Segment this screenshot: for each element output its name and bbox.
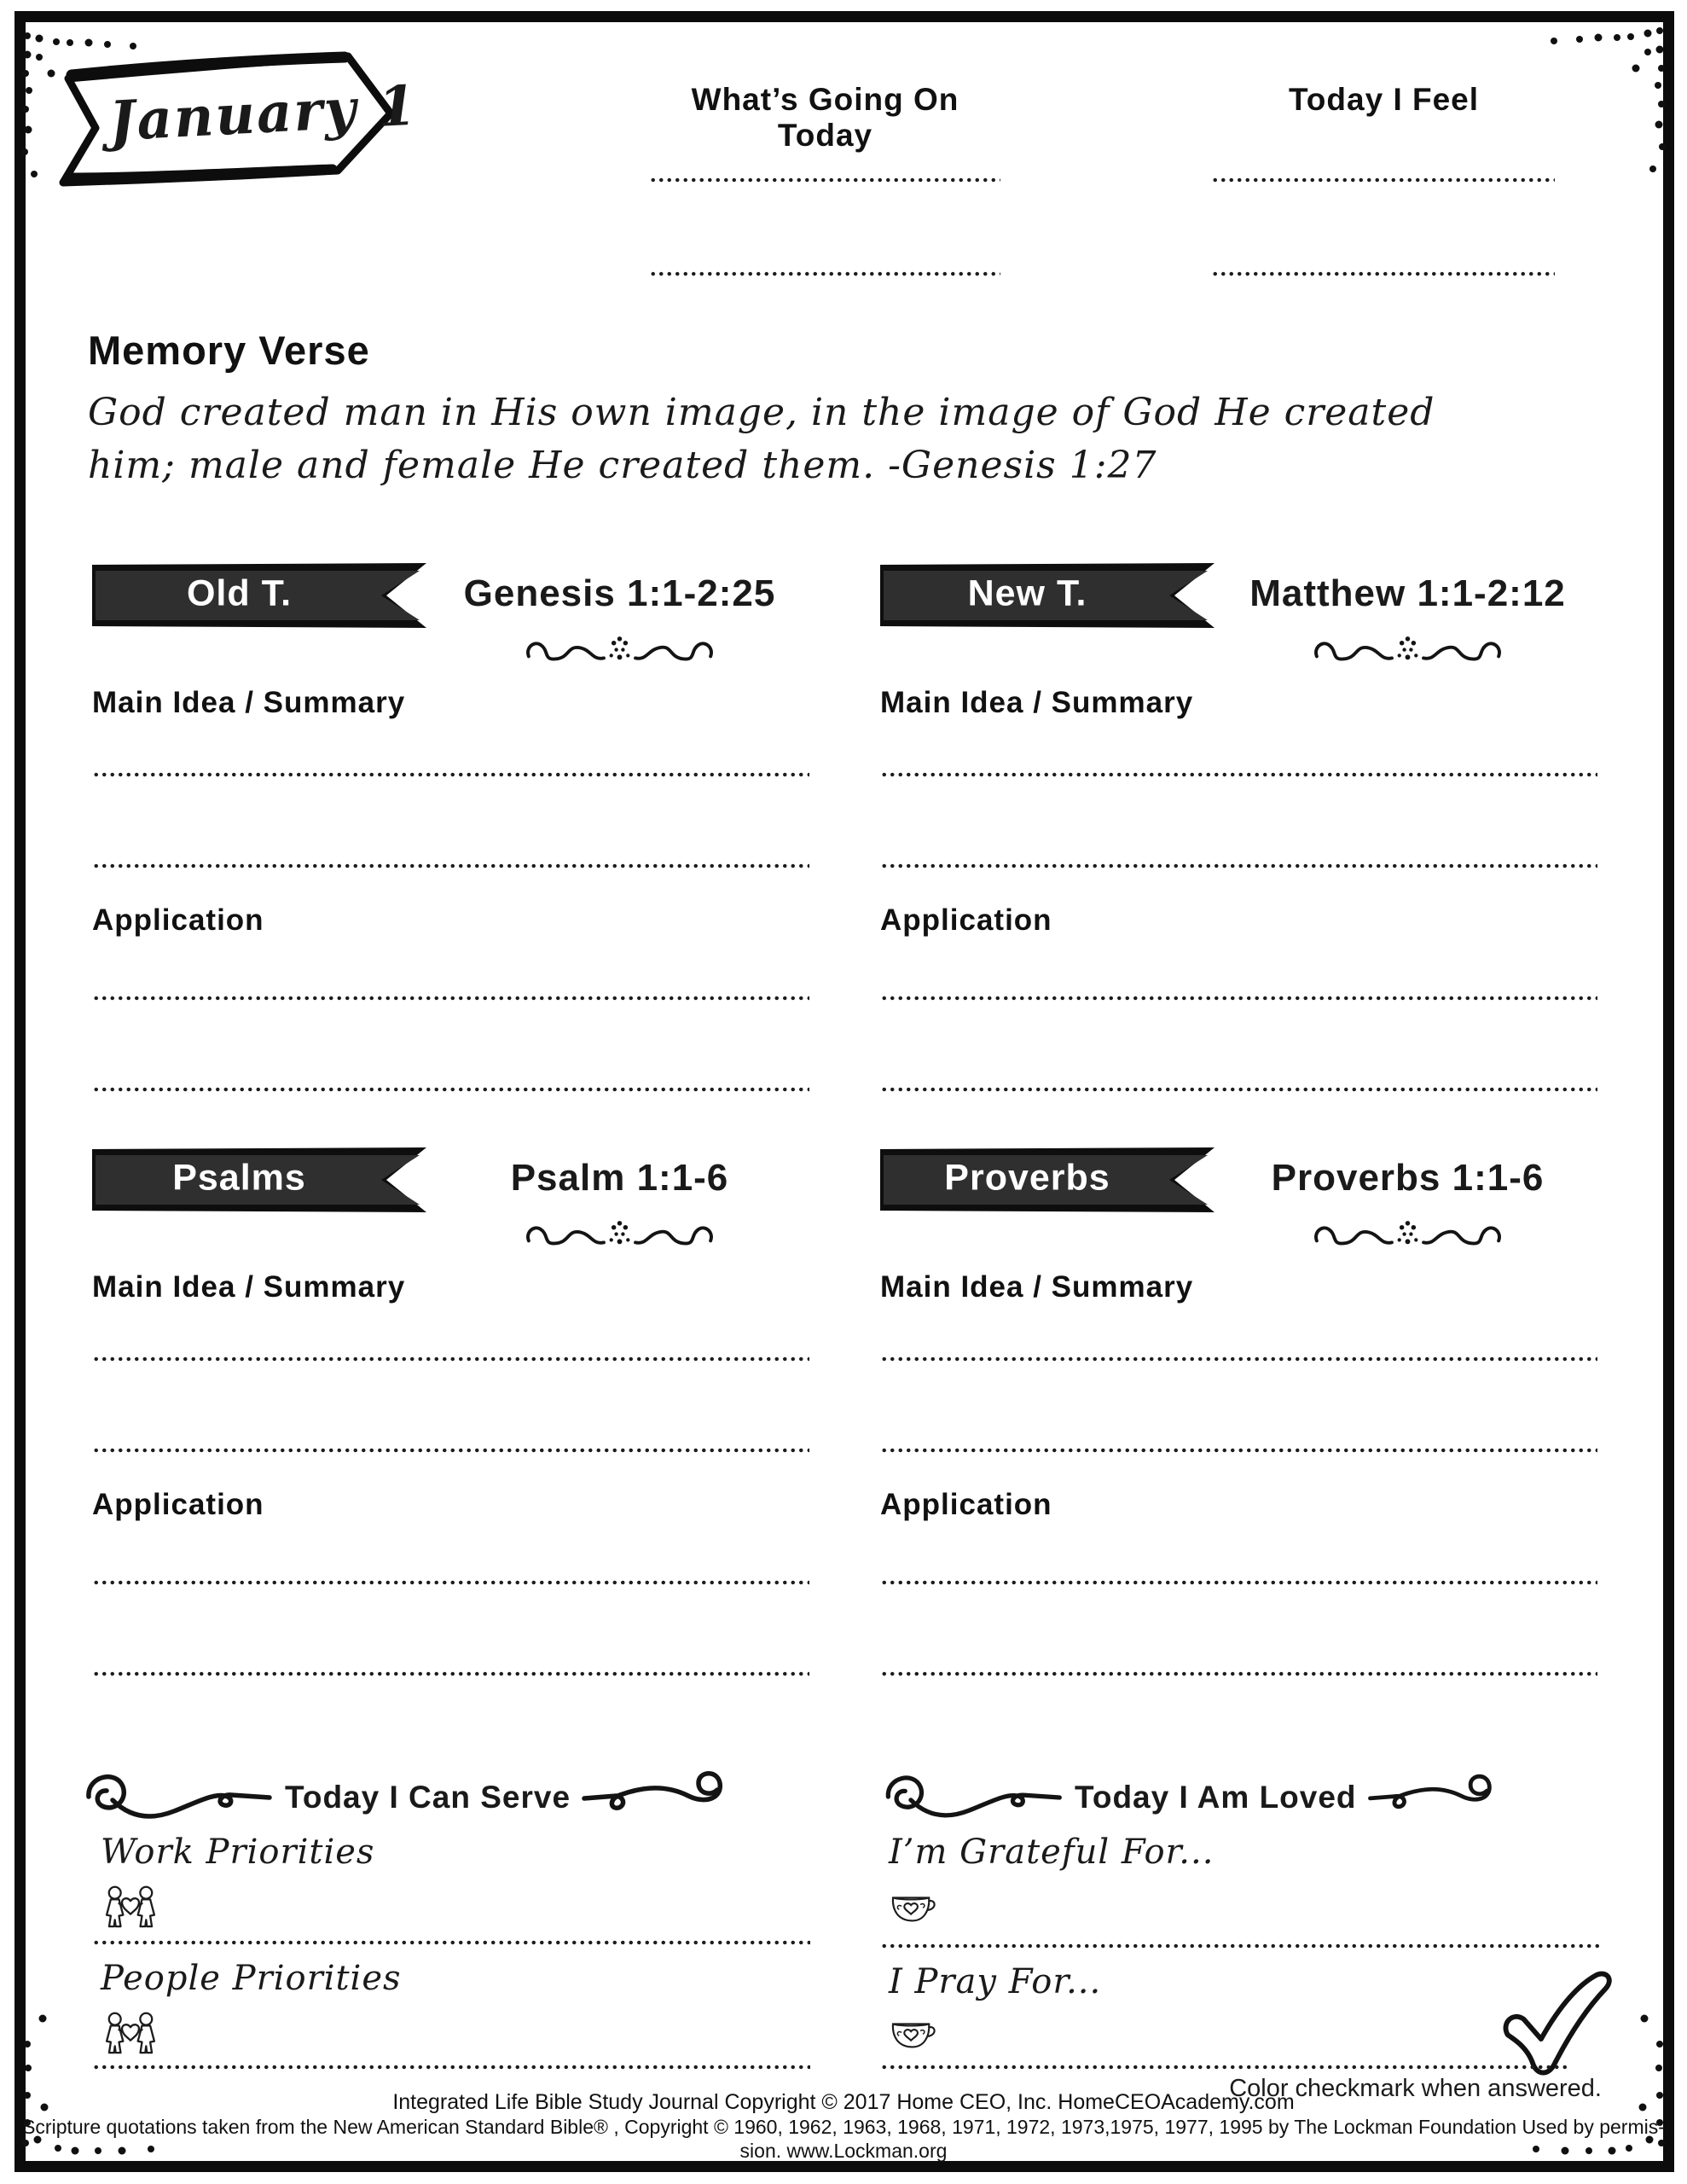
- main-idea-write-line[interactable]: [880, 1448, 1597, 1453]
- memory-verse-text-line1: God created man in His own image, in the image of God He created: [88, 391, 1435, 434]
- flourish-divider-icon: [1312, 632, 1504, 672]
- people-heart-icon: [102, 2012, 159, 2056]
- ribbon-tab: [880, 563, 1215, 628]
- main-idea-write-line[interactable]: [880, 863, 1597, 868]
- pray-write-line[interactable]: [880, 2065, 1569, 2070]
- application-write-line[interactable]: [880, 1580, 1597, 1585]
- main-idea-label: Main Idea / Summary: [92, 686, 406, 719]
- reading-reference: Matthew 1:1-2:12: [1249, 572, 1566, 614]
- swirl-right-icon: [581, 1766, 734, 1829]
- application-label: Application: [880, 1488, 1052, 1521]
- reading-reference: Psalm 1:1-6: [510, 1157, 729, 1199]
- whats-going-on-write-line[interactable]: [649, 177, 1000, 183]
- grateful-write-line[interactable]: [880, 1943, 1599, 1949]
- work-priorities-write-line[interactable]: [92, 1940, 810, 1945]
- application-write-line[interactable]: [880, 996, 1597, 1001]
- application-write-line[interactable]: [92, 1087, 809, 1092]
- main-idea-write-line[interactable]: [880, 772, 1597, 777]
- application-write-line[interactable]: [92, 996, 809, 1001]
- work-priorities-label: Work Priorities: [101, 1833, 375, 1872]
- main-idea-write-line[interactable]: [92, 1448, 809, 1453]
- main-idea-label: Main Idea / Summary: [880, 686, 1194, 719]
- swirl-left-icon: [878, 1767, 1064, 1828]
- memory-verse-text-line2: him; male and female He created them. -Genesis 1:27: [88, 444, 1157, 487]
- memory-verse-heading: Memory Verse: [88, 328, 370, 373]
- application-write-line[interactable]: [92, 1671, 809, 1676]
- checkmark-instruction: Color checkmark when answered.: [1229, 2075, 1602, 2102]
- ribbon-tab-label: New T.: [967, 572, 1087, 614]
- main-idea-write-line[interactable]: [92, 1356, 809, 1362]
- today-i-feel-heading: Today I Feel: [1288, 82, 1480, 117]
- main-idea-write-line[interactable]: [92, 772, 809, 777]
- date-banner: [43, 43, 420, 189]
- application-label: Application: [880, 903, 1052, 937]
- main-idea-write-line[interactable]: [880, 1356, 1597, 1362]
- footer-copyright: Integrated Life Bible Study Journal Copyright © 2017 Home CEO, Inc. HomeCEOAcademy.com: [392, 2090, 1295, 2114]
- reading-reference: Proverbs 1:1-6: [1271, 1157, 1545, 1199]
- application-label: Application: [92, 903, 264, 937]
- application-write-line[interactable]: [880, 1087, 1597, 1092]
- date-label: January 1: [107, 73, 420, 154]
- flourish-divider-icon: [1312, 1217, 1504, 1257]
- checkmark-icon[interactable]: [1494, 1966, 1618, 2080]
- application-label: Application: [92, 1488, 264, 1521]
- ribbon-tab-label: Proverbs: [944, 1157, 1110, 1199]
- serve-heading: Today I Can Serve: [285, 1780, 571, 1815]
- swirl-right-icon: [1367, 1768, 1502, 1827]
- section-psalms: [92, 1143, 813, 1676]
- section-old-testament: [92, 559, 813, 1092]
- ribbon-tab: [92, 563, 426, 628]
- footer-scripture-notice: Scripture quotations taken from the New American Standard Bible® , Copyright © 1960, 1962, 1963, 1968, 1971, 1972, 1973,1975, 1977, 1995 by The Lockman Foundation Used by permis-: [22, 2116, 1665, 2138]
- people-heart-icon: [102, 1885, 159, 1930]
- application-write-line[interactable]: [880, 1671, 1597, 1676]
- teacup-heart-icon: [889, 1887, 938, 1928]
- whats-going-on-heading: What’s Going On Today: [691, 82, 959, 153]
- today-i-feel-write-line[interactable]: [1211, 271, 1555, 276]
- section-proverbs: [880, 1143, 1601, 1676]
- teacup-heart-icon: [889, 2013, 938, 2054]
- ribbon-tab-label: Psalms: [172, 1157, 306, 1199]
- loved-header: [878, 1764, 1612, 1831]
- main-idea-label: Main Idea / Summary: [92, 1270, 406, 1304]
- people-priorities-label: People Priorities: [101, 1959, 402, 1998]
- serve-header: [78, 1764, 816, 1831]
- section-new-testament: [880, 559, 1601, 1092]
- flourish-divider-icon: [524, 632, 716, 672]
- today-i-feel-write-line[interactable]: [1211, 177, 1555, 183]
- main-idea-label: Main Idea / Summary: [880, 1270, 1194, 1304]
- reading-reference: Genesis 1:1-2:25: [463, 572, 776, 614]
- ribbon-tab: [92, 1147, 426, 1212]
- main-idea-write-line[interactable]: [92, 863, 809, 868]
- whats-going-on-write-line[interactable]: [649, 271, 1000, 276]
- swirl-left-icon: [78, 1766, 275, 1829]
- ribbon-tab: [880, 1147, 1215, 1212]
- flourish-divider-icon: [524, 1217, 716, 1257]
- loved-heading: Today I Am Loved: [1075, 1780, 1357, 1815]
- application-write-line[interactable]: [92, 1580, 809, 1585]
- pray-label: I Pray For...: [889, 1962, 1102, 2001]
- grateful-label: I’m Grateful For...: [889, 1833, 1215, 1872]
- footer-scripture-notice-cont: sion. www.Lockman.org: [739, 2140, 948, 2162]
- people-priorities-write-line[interactable]: [92, 2065, 810, 2070]
- ribbon-tab-label: Old T.: [186, 572, 293, 614]
